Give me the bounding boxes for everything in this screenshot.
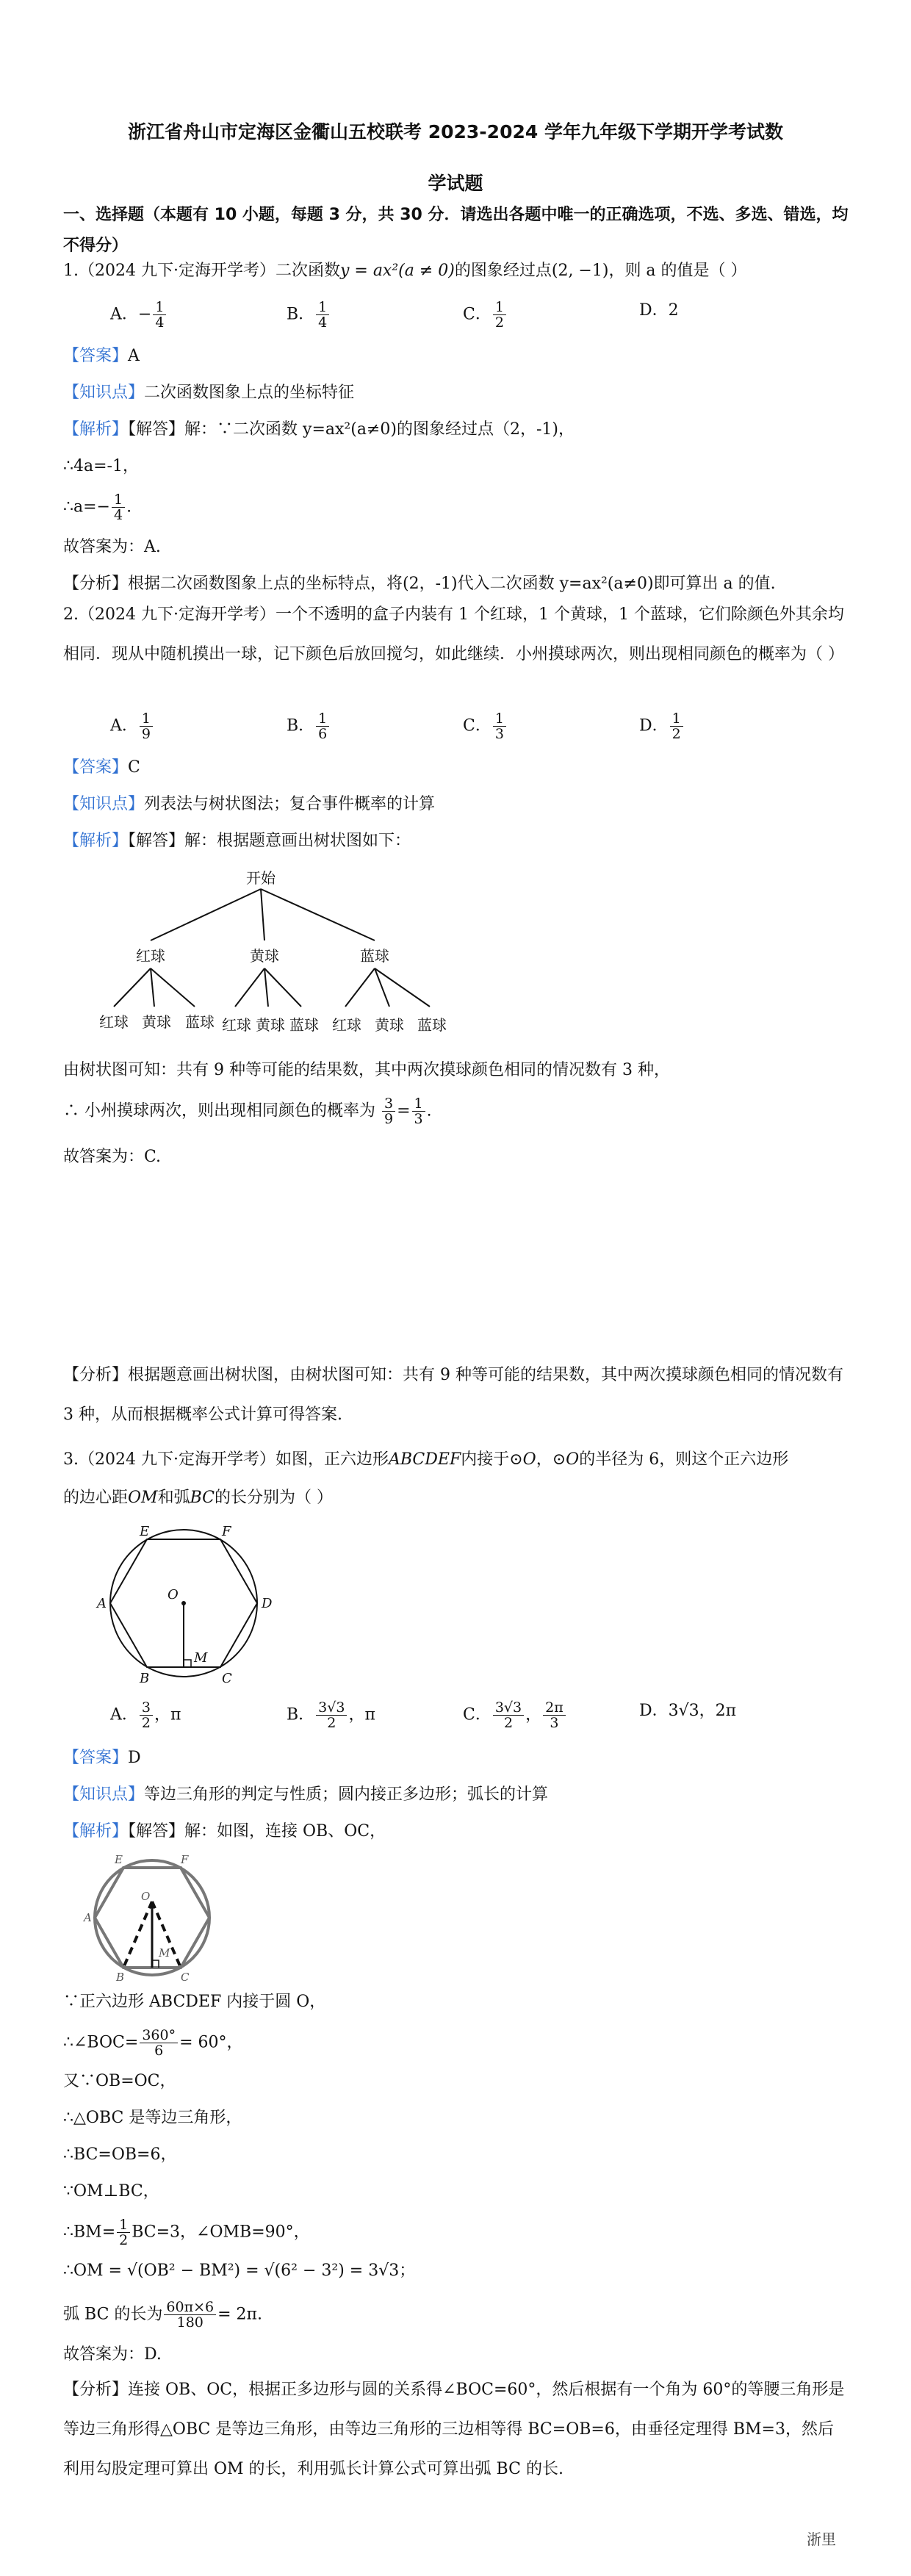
tree-diagram [81, 860, 492, 1051]
tree-l2-leaf: 红球 [99, 1013, 129, 1031]
q3-stem-line2: 的边心距OM和弧BC的长分别为（ ） [63, 1489, 334, 1507]
q1-solution-3: ∴a=− $\frac{1}{4}$ . [63, 492, 132, 523]
q2-option-c: C． $\frac{1}{3}$ [463, 711, 508, 741]
hexagon-figure-2 [82, 1852, 229, 1984]
q3-s4: ∴△OBC 是等边三角形， [63, 2109, 242, 2127]
hexagon-figure [96, 1515, 279, 1691]
label-o-2: O [141, 1890, 151, 1903]
q3-s7: ∴BM= $\frac{1}{2}$ BC=3，∠OMB=90°， [63, 2217, 310, 2248]
tree-l2-leaf: 红球 [222, 1016, 251, 1034]
label-a-2: A [84, 1911, 92, 1924]
q3-solution-1: 【解析】【解答】解：如图，连接 OB、OC， [63, 1822, 386, 1841]
q3-answer: 【答案】D [63, 1749, 141, 1767]
tree-l2-leaf: 黄球 [142, 1013, 171, 1031]
label-f-2: F [181, 1853, 189, 1866]
page-footer: 浙里 [807, 2530, 836, 2548]
q2-answer: 【答案】C [63, 758, 140, 777]
q3-fenxi: 【分析】连接 OB、OC，根据正多边形与圆的关系得∠BOC=60°，然后根据有一个角为 60°的等腰三角形是等边三角形得△OBC 是等边三角形，由等边三角形的三边相等得 BC=OB=6，由垂径定理得 BM=3，然后利用勾股定理可算出 OM 的长，利用弧长计算公式可算出弧 BC 的长. [63, 2381, 845, 2478]
q2-knowledge: 【知识点】列表法与树状图法；复合事件概率的计算 [63, 795, 436, 813]
tree-l2-leaf: 蓝球 [185, 1013, 215, 1031]
doc-title-line1: 浙江省舟山市定海区金衢山五校联考 2023-2024 学年九年级下学期开学考试数 [128, 121, 783, 143]
q1-stem-b: 的图象经过点(2, −1)，则 a 的值是（ ） [454, 262, 747, 280]
q3-stem-line1: 3.（2024 九下·定海开学考）如图，正六边形ABCDEF内接于⊙O，⊙O的半径为 6，则这个正六边形 [63, 1450, 789, 1469]
q1-knowledge: 【知识点】二次函数图象上点的坐标特征 [63, 384, 355, 402]
q3-s5: ∴BC=OB=6， [63, 2145, 177, 2164]
tree-l2-leaf: 蓝球 [417, 1016, 447, 1034]
tree-l2-leaf: 黄球 [375, 1016, 404, 1034]
tree-l1-red: 红球 [136, 947, 165, 965]
q3-s1: ∵正六边形 ABCDEF 内接于圆 O， [63, 1993, 326, 2011]
q2-option-a: A． $\frac{1}{9}$ [110, 711, 154, 741]
label-m-2: M [159, 1946, 170, 1960]
q3-s9: 弧 BC 的长为 $\frac{60\pi\times 6}{180}$ = 2π. [63, 2299, 262, 2331]
q1-solution-4: 故答案为：A. [63, 538, 161, 556]
q2-solution-1: 【解析】【解答】解：根据题意画出树状图如下： [63, 832, 411, 850]
label-a: A [97, 1596, 107, 1611]
q1-formula: y = ax²(a ≠ 0) [339, 262, 455, 280]
q3-s8: ∴OM = √(OB² − BM²) = √(6² − 3²) = 3√3； [63, 2262, 416, 2280]
q3-option-b: B． $\frac{3√3}{2}$ ，π [287, 1699, 375, 1731]
label-o: O [168, 1587, 179, 1602]
q3-s2: ∴∠BOC= $\frac{360^\circ}{6}$ = 60°， [63, 2027, 243, 2059]
q1-option-c: C． $\frac{1}{2}$ [463, 300, 508, 330]
label-c: C [222, 1671, 232, 1686]
q2-solution-2: 由树状图可知：共有 9 种等可能的结果数，其中两次摸球颜色相同的情况数有 3 种， [63, 1061, 670, 1079]
q3-option-d: D．3√3，2π [639, 1702, 737, 1720]
q3-s6: ∵OM⊥BC， [63, 2182, 159, 2201]
q1-stem-a: 1.（2024 九下·定海开学考）二次函数 [63, 262, 340, 280]
tree-l1-blue: 蓝球 [360, 947, 389, 965]
q1-stem [63, 260, 747, 282]
right-angle-mark [184, 1660, 191, 1667]
q3-knowledge: 【知识点】等边三角形的判定与性质；圆内接正多边形；弧长的计算 [63, 1785, 549, 1804]
q2-solution-4: 故答案为：C. [63, 1148, 162, 1166]
doc-title-line2: 学试题 [428, 173, 483, 194]
label-f: F [222, 1524, 231, 1539]
q1-option-d: D．2 [639, 301, 679, 320]
q1-fenxi: 【分析】根据二次函数图象上点的坐标特点，将(2，-1)代入二次函数 y=ax²(a≠0)即可算出 a 的值. [63, 575, 776, 593]
section-heading: 一、选择题（本题有 10 小题，每题 3 分，共 30 分．请选出各题中唯一的正确选项，不选、多选、错选，均不得分） [63, 206, 849, 255]
q2-fenxi: 【分析】根据题意画出树状图，由树状图可知：共有 9 种等可能的结果数，其中两次摸球颜色相同的情况数有 3 种，从而根据概率公式计算可得答案. [63, 1366, 844, 1424]
q3-s10: 故答案为：D. [63, 2345, 162, 2364]
q1-solution-2: ∴4a=-1， [63, 457, 139, 475]
q3-s3: 又∵OB=OC， [63, 2072, 176, 2090]
q2-solution-3: ∴ 小州摸球两次，则出现相同颜色的概率为 $\frac{3}{9}$ = $\frac{1}{3}$ . [63, 1095, 432, 1127]
tree-l2-leaf: 黄球 [256, 1016, 285, 1034]
q1-answer: 【答案】A [63, 347, 140, 365]
label-e-2: E [115, 1853, 123, 1866]
label-d: D [262, 1596, 273, 1611]
q2-option-b: B． $\frac{1}{6}$ [287, 711, 331, 741]
q1-option-a: A．− $\frac{1}{4}$ [110, 300, 168, 330]
q3-option-a: A． $\frac{3}{2}$ ，π [110, 1699, 181, 1731]
tree-l1-yellow: 黄球 [250, 947, 279, 965]
ob-segment [123, 1902, 152, 1968]
label-c-2: C [181, 1971, 190, 1984]
tree-root: 开始 [246, 869, 276, 887]
label-e: E [140, 1524, 150, 1539]
q2-stem: 2.（2024 九下·定海开学考）一个不透明的盒子内装有 1 个红球，1 个黄球，1 个蓝球，它们除颜色外其余均相同．现从中随机摸出一球，记下颜色后放回搅匀，如此继续．小州摸球两次，则出现相同颜色的概率为（ ） [63, 605, 844, 663]
label-b: B [140, 1671, 150, 1686]
q3-option-c: C． $\frac{3√3}{2}$ ， $\frac{2\pi}{3}$ [463, 1700, 567, 1730]
tree-l2-leaf: 蓝球 [289, 1016, 319, 1034]
center-point [181, 1601, 186, 1605]
label-b-2: B [116, 1971, 125, 1984]
label-m: M [194, 1650, 208, 1666]
q1-solution-1: 【解析】【解答】解：∵二次函数 y=ax²(a≠0)的图象经过点（2，-1)， [63, 420, 575, 439]
q2-option-d: D． $\frac{1}{2}$ [639, 711, 685, 741]
q1-option-b: B． $\frac{1}{4}$ [287, 300, 331, 330]
tree-l2-leaf: 红球 [332, 1016, 361, 1034]
